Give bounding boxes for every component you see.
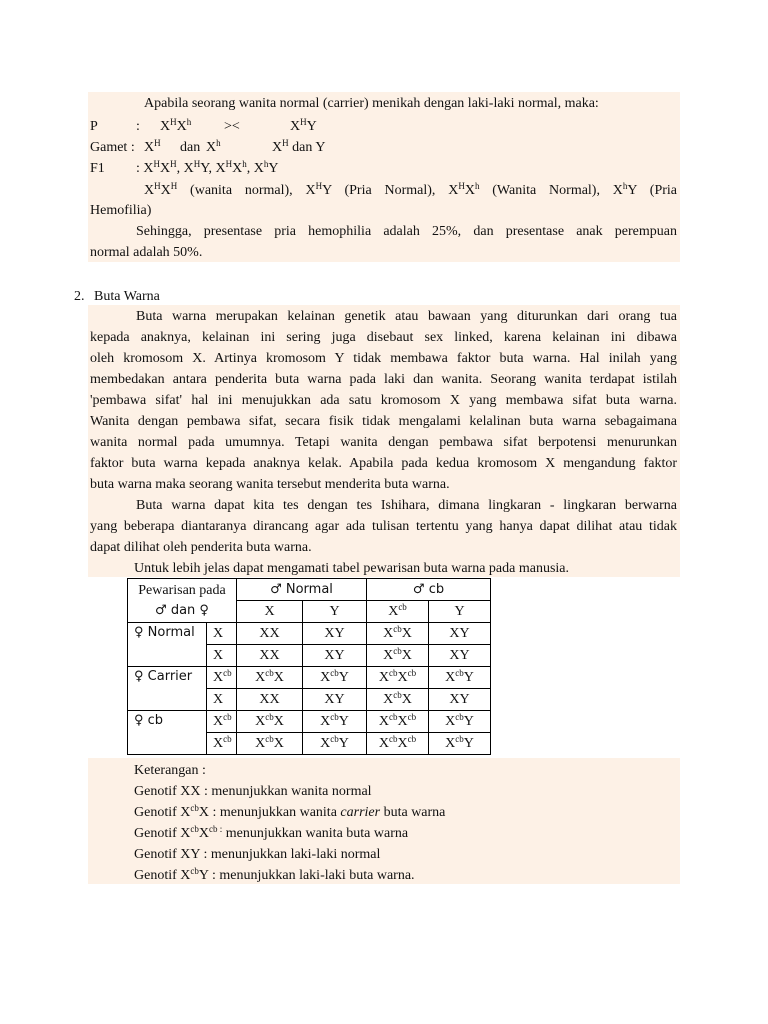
- genotype-cell: $X^{cb}Y$: [303, 733, 367, 755]
- genotype-cell: $X^{cb}X$: [367, 623, 429, 645]
- parent-colon: :: [136, 119, 140, 134]
- section-heading: Buta Warna: [94, 289, 160, 304]
- col-normal-y: Y: [303, 601, 367, 623]
- genotype-cell: $X^{cb}X$: [237, 667, 303, 689]
- table-row: [128, 667, 491, 689]
- para2-line: dapat dilihat oleh penderita buta warna.: [90, 540, 312, 555]
- section-number: 2.: [74, 289, 85, 304]
- genotype-cell: XX: [237, 623, 303, 645]
- allele-cell: $X^{cb}$: [207, 667, 237, 689]
- col-group-normal-male: ♂ Normal: [237, 579, 367, 601]
- row-group-normal-female: ♀ Normal: [128, 623, 207, 667]
- table-corner-header: [128, 579, 237, 623]
- para1-line: kepada anaknya, kelainan ini sering juga disebaut sex linked, karena kelainan ini dibawa: [90, 330, 677, 345]
- genotype-cell: $X^{cb}X$: [237, 733, 303, 755]
- gamet-female-and: dan: [180, 140, 201, 155]
- f1-description-line1: $X^HX^H$ (wanita normal), $X^HY$ (Pria Normal), $X^HX^h$ (Wanita Normal), $X^hY$ (Pria: [144, 181, 677, 198]
- allele-cell: X: [207, 689, 237, 711]
- parent-label: P: [90, 119, 98, 134]
- col-normal-x: X: [237, 601, 303, 623]
- parent-male-genotype: $X^HY$: [290, 117, 317, 134]
- genotype-cell: XY: [303, 623, 367, 645]
- hemophilia-intro: Apabila seorang wanita normal (carrier) menikah dengan laki-laki normal, maka:: [144, 96, 599, 111]
- legend-item: Genotif $X^{cb}X^{cb :}$ menunjukkan wanita buta warna: [134, 824, 409, 841]
- table-row: [128, 711, 491, 733]
- genotype-cell: $X^{cb}Y$: [303, 711, 367, 733]
- col-group-cb-male: ♂ cb: [367, 579, 491, 601]
- genotype-cell: XY: [429, 689, 491, 711]
- genotype-cell: $X^{cb}X$: [237, 711, 303, 733]
- para1-line: Wanita dengan pembawa sifat, secara fisik tidak mengalami kelalinan buta warna sebagaimana: [90, 414, 677, 429]
- allele-cell: X: [207, 623, 237, 645]
- para1-line: oleh kromosom X. Artinya kromosom Y tidak membawa faktor buta warna. Hal inilah yang: [90, 351, 677, 366]
- genotype-cell: $X^{cb}Y$: [429, 733, 491, 755]
- gamet-label: Gamet :: [90, 140, 135, 155]
- table-corner-line2: ♂ dan ♀: [155, 602, 209, 618]
- row-group-cb-female: ♀ cb: [128, 711, 207, 755]
- cross-symbol: ><: [224, 119, 240, 134]
- table-intro: Untuk lebih jelas dapat mengamati tabel pewarisan buta warna pada manusia.: [134, 561, 570, 576]
- conclusion-line2: normal adalah 50%.: [90, 245, 203, 260]
- para1-line: wanita normal pada umumnya. Tetapi wanita dengan pembawa sifat berpotensi menurunkan: [90, 435, 677, 450]
- genotype-cell: XX: [237, 689, 303, 711]
- legend-title: Keterangan :: [134, 763, 206, 778]
- genotype-cell: $X^{cb}X^{cb}$: [367, 711, 429, 733]
- f1-values: : $X^HX^H$, $X^HY$, $X^HX^h$, $X^hY$: [136, 159, 279, 176]
- genotype-cell: $X^{cb}X^{cb}$: [367, 733, 429, 755]
- parent-female-genotype: $X^HX^h$: [160, 117, 192, 134]
- genotype-cell: XX: [237, 645, 303, 667]
- allele-cell: $X^{cb}$: [207, 711, 237, 733]
- para1-line: Buta warna merupakan kelainan genetik atau bawaan yang diturunkan dari orang tua: [136, 309, 677, 324]
- gamet-male: $X^H$ dan Y: [272, 138, 326, 155]
- gamet-female-2: $X^h$: [206, 138, 221, 155]
- genotype-cell: XY: [303, 689, 367, 711]
- allele-cell: $X^{cb}$: [207, 733, 237, 755]
- genotype-cell: XY: [429, 645, 491, 667]
- para1-line: membedakan antara penderita buta warna pada laki dan wanita. Seorang wanita terdapat istilah: [90, 372, 677, 387]
- para2-line: yang beberapa diantaranya dirancang agar ada tulisan tertentu yang hanya dapat dilihat atau tidak: [90, 519, 677, 534]
- col-cb-y: Y: [429, 601, 491, 623]
- genotype-cell: XY: [303, 645, 367, 667]
- f1-label: F1: [90, 161, 105, 176]
- conclusion-line1: Sehingga, presentase pria hemophilia adalah 25%, dan presentase anak perempuan: [136, 224, 677, 239]
- legend-item: Genotif XY : menunjukkan laki-laki normal: [134, 847, 381, 862]
- allele-cell: X: [207, 645, 237, 667]
- para1-line: faktor buta warna kepada anaknya kelak. Apabila pada kedua kromosom X mengandung faktor: [90, 456, 677, 471]
- table-corner-line1: Pewarisan pada: [138, 582, 226, 598]
- row-group-carrier-female: ♀ Carrier: [128, 667, 207, 711]
- genotype-cell: $X^{cb}Y$: [429, 667, 491, 689]
- genotype-cell: $X^{cb}X$: [367, 645, 429, 667]
- para2-line: Buta warna dapat kita tes dengan tes Ishihara, dimana lingkaran - lingkaran berwarna: [136, 498, 677, 513]
- gamet-female-1: $X^H$: [144, 138, 161, 155]
- para1-line: buta warna maka seorang wanita tersebut menderita buta warna.: [90, 477, 450, 492]
- genotype-cell: $X^{cb}Y$: [429, 711, 491, 733]
- genotype-cell: $X^{cb}Y$: [303, 667, 367, 689]
- f1-description-line2: Hemofilia): [90, 203, 152, 218]
- genotype-cell: XY: [429, 623, 491, 645]
- inheritance-table: [127, 578, 491, 755]
- genotype-cell: $X^{cb}X^{cb}$: [367, 667, 429, 689]
- legend-item: Genotif XX : menunjukkan wanita normal: [134, 784, 372, 799]
- genotype-cell: $X^{cb}X$: [367, 689, 429, 711]
- para1-line: 'pembawa sifat' hal ini menujukkan ada satu kromosom X yang membawa sifat buta warna.: [90, 393, 677, 408]
- legend-item: Genotif $X^{cb}Y$ : menunjukkan laki-laki buta warna.: [134, 866, 415, 883]
- col-cb-x: $X^{cb}$: [367, 601, 429, 623]
- legend-item: Genotif $X^{cb}X$ : menunjukkan wanita carrier buta warna: [134, 803, 446, 820]
- table-row: [128, 623, 491, 645]
